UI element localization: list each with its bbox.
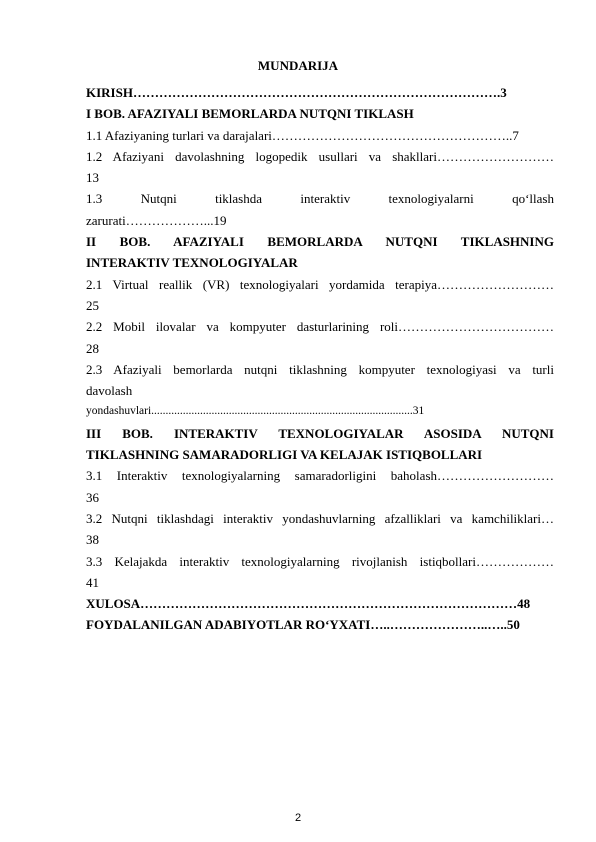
toc-entry-2-3-page: yondashuvlari...........................................................................................31 bbox=[86, 405, 425, 418]
toc-chapter-2-heading-continuation: INTERAKTIV TEXNOLOGIYALAR bbox=[86, 255, 298, 271]
toc-entry-3-3: 3.3 Kelajakda interaktiv texnologiyalarning rivojlanish istiqbollari……………… bbox=[86, 553, 554, 569]
toc-entry-2-3: 2.3 Afaziyali bemorlarda nutqni tiklashning kompyuter texnologiyasi va turli bbox=[86, 361, 554, 377]
toc-entry-bibliography: FOYDALANILGAN ADABIYOTLAR RO‘YXATI…..…………………..…..50 bbox=[86, 617, 520, 633]
toc-entry-2-3-continuation: davolash bbox=[86, 383, 133, 399]
toc-entry-1-2: 1.2 Afaziyani davolashning logopedik usullari va shakllari……………………… bbox=[86, 148, 554, 164]
toc-entry-1-1: 1.1 Afaziyaning turlari va darajalari………………………………………………..7 bbox=[86, 127, 519, 143]
toc-entry-1-3: 1.3 Nutqni tiklashda interaktiv texnologiyalarni qo‘llash bbox=[86, 191, 554, 207]
toc-entry-3-2: 3.2 Nutqni tiklashdagi interaktiv yondashuvlarning afzalliklari va kamchiliklari… bbox=[86, 510, 554, 526]
toc-entry-2-2-page: 28 bbox=[86, 340, 99, 356]
toc-entry-3-1-page: 36 bbox=[86, 489, 99, 505]
page-number: 2 bbox=[294, 812, 302, 824]
toc-entry-2-1-page: 25 bbox=[86, 297, 99, 313]
toc-entry-xulosa: XULOSA……………………………………………………………………………48 bbox=[86, 596, 531, 612]
toc-entry-3-2-page: 38 bbox=[86, 532, 99, 548]
toc-chapter-3-heading-continuation: TIKLASHNING SAMARADORLIGI VA KELAJAK ISTIQBOLLARI bbox=[86, 447, 483, 463]
toc-chapter-1-heading: I BOB. AFAZIYALI BEMORLARDA NUTQNI TIKLASH bbox=[86, 106, 414, 122]
toc-entry-3-1: 3.1 Interaktiv texnologiyalarning samaradorligini baholash……………………… bbox=[86, 468, 554, 484]
toc-chapter-3-heading: III BOB. INTERAKTIV TEXNOLOGIYALAR ASOSIDA NUTQNI bbox=[86, 425, 554, 441]
toc-entry-kirish: KIRISH………………………………………………………………………….3 bbox=[86, 85, 507, 100]
toc-entry-3-3-page: 41 bbox=[86, 574, 99, 590]
toc-entry-1-2-page: 13 bbox=[86, 170, 99, 186]
toc-chapter-2-heading: II BOB. AFAZIYALI BEMORLARDA NUTQNI TIKLASHNING bbox=[86, 234, 554, 250]
toc-entry-2-2: 2.2 Mobil ilovalar va kompyuter dasturlarining roli……………………………… bbox=[86, 319, 554, 335]
table-of-contents bbox=[86, 82, 554, 636]
page-title: MUNDARIJA bbox=[257, 58, 339, 73]
toc-entry-2-1: 2.1 Virtual reallik (VR) texnologiyalari yordamida terapiya……………………… bbox=[86, 276, 554, 292]
toc-entry-1-3-continuation: zarurati………………...19 bbox=[86, 212, 227, 228]
